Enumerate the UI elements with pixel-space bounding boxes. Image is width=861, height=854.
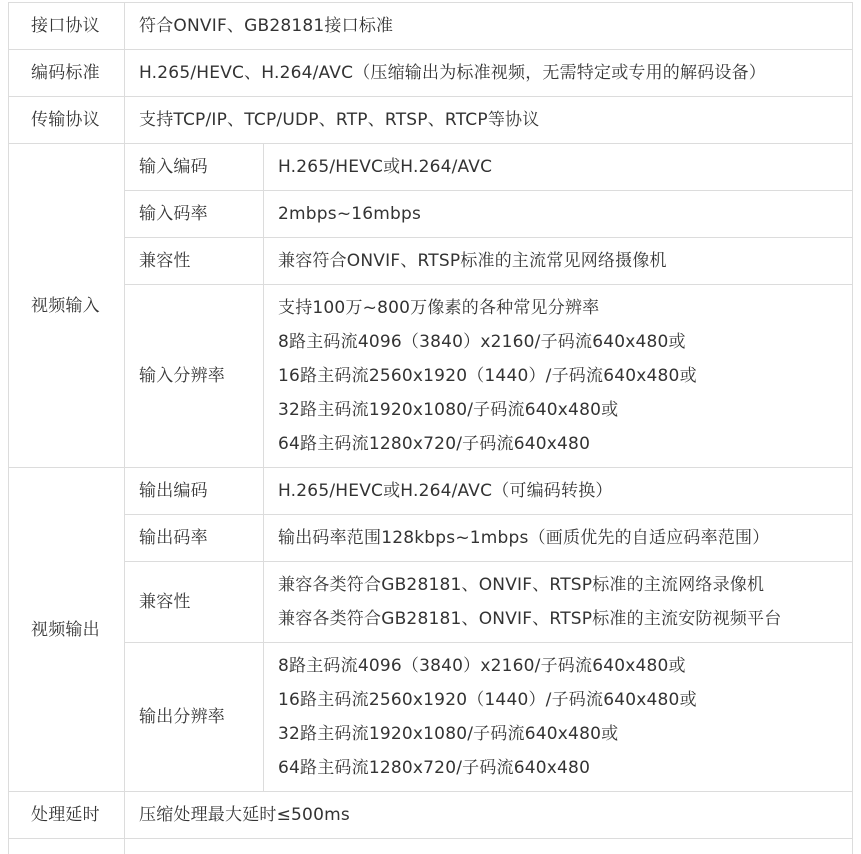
sub-value-output-encoding: H.265/HEVC或H.264/AVC（可编码转换）	[264, 468, 853, 515]
sub-value-output-bitrate: 输出码率范围128kbps~1mbps（画质优先的自适应码率范围）	[264, 515, 853, 562]
resolution-line: 支持100万~800万像素的各种常见分辨率	[278, 291, 852, 325]
sub-label-input-compat: 兼容性	[125, 238, 264, 285]
spec-table	[8, 2, 853, 854]
sub-value-output-resolution	[264, 643, 853, 792]
table-row	[9, 191, 853, 238]
table-row	[9, 792, 853, 839]
sub-value-output-compat	[264, 562, 853, 643]
table-row	[9, 97, 853, 144]
sub-label-input-resolution: 输入分辨率	[125, 285, 264, 468]
table-row-partial	[9, 839, 853, 854]
table-cell-empty	[125, 839, 853, 854]
row-label-interface: 接口协议	[9, 3, 125, 50]
resolution-line: 32路主码流1920x1080/子码流640x480或	[278, 393, 852, 427]
compat-line: 兼容各类符合GB28181、ONVIF、RTSP标准的主流安防视频平台	[278, 602, 852, 636]
sub-label-output-resolution: 输出分辨率	[125, 643, 264, 792]
table-row	[9, 643, 853, 792]
sub-label-output-compat: 兼容性	[125, 562, 264, 643]
resolution-line: 64路主码流1280x720/子码流640x480	[278, 751, 852, 785]
table-row	[9, 468, 853, 515]
row-value-transport: 支持TCP/IP、TCP/UDP、RTP、RTSP、RTCP等协议	[125, 97, 853, 144]
resolution-line: 8路主码流4096（3840）x2160/子码流640x480或	[278, 325, 852, 359]
row-value-latency: 压缩处理最大延时≤500ms	[125, 792, 853, 839]
resolution-line: 16路主码流2560x1920（1440）/子码流640x480或	[278, 683, 852, 717]
compat-line: 兼容各类符合GB28181、ONVIF、RTSP标准的主流网络录像机	[278, 568, 852, 602]
resolution-line: 64路主码流1280x720/子码流640x480	[278, 427, 852, 461]
sub-value-input-compat: 兼容符合ONVIF、RTSP标准的主流常见网络摄像机	[264, 238, 853, 285]
sub-value-input-encoding: H.265/HEVC或H.264/AVC	[264, 144, 853, 191]
row-label-encoding-standard: 编码标准	[9, 50, 125, 97]
resolution-line: 8路主码流4096（3840）x2160/子码流640x480或	[278, 649, 852, 683]
row-value-encoding-standard: H.265/HEVC、H.264/AVC（压缩输出为标准视频，无需特定或专用的解码设备）	[125, 50, 853, 97]
row-label-transport: 传输协议	[9, 97, 125, 144]
sub-label-input-bitrate: 输入码率	[125, 191, 264, 238]
row-label-latency: 处理延时	[9, 792, 125, 839]
sub-label-input-encoding: 输入编码	[125, 144, 264, 191]
table-row	[9, 238, 853, 285]
table-row	[9, 285, 853, 468]
table-row	[9, 562, 853, 643]
table-row	[9, 144, 853, 191]
sub-label-output-encoding: 输出编码	[125, 468, 264, 515]
row-value-interface: 符合ONVIF、GB28181接口标准	[125, 3, 853, 50]
table-cell-empty	[9, 839, 125, 854]
group-label-video-output: 视频输出	[9, 468, 125, 792]
group-label-video-input: 视频输入	[9, 144, 125, 468]
sub-value-input-resolution	[264, 285, 853, 468]
resolution-line: 32路主码流1920x1080/子码流640x480或	[278, 717, 852, 751]
table-row	[9, 515, 853, 562]
sub-label-output-bitrate: 输出码率	[125, 515, 264, 562]
resolution-line: 16路主码流2560x1920（1440）/子码流640x480或	[278, 359, 852, 393]
table-row	[9, 3, 853, 50]
sub-value-input-bitrate: 2mbps~16mbps	[264, 191, 853, 238]
table-row	[9, 50, 853, 97]
